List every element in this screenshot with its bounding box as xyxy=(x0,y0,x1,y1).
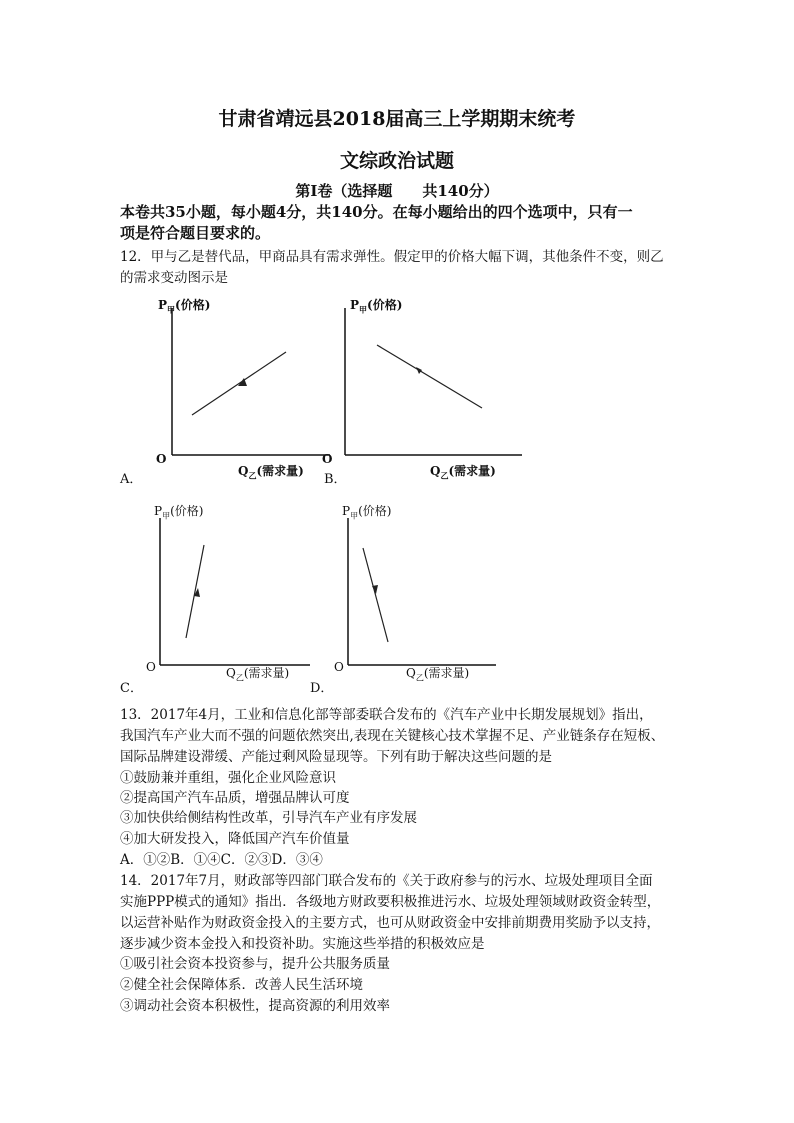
question-14-stem: 以运营补贴作为财政资金投入的主要方式，也可从财政资金中安排前期费用奖励予以支持， xyxy=(120,915,660,931)
question-13-item: ②提高国产汽车品质，增强品牌认可度 xyxy=(120,790,350,806)
graph-b-axes xyxy=(322,290,532,485)
demand-line xyxy=(377,345,482,408)
question-13-options: A．①②B．①④C．②③D．③④ xyxy=(120,852,323,868)
q-axis-label: $Q_乙$(需求量) xyxy=(406,666,470,683)
page-title: 甘肃省靖远县2018届高三上学期期末统考 xyxy=(218,108,576,130)
option-letter-c: C． xyxy=(120,681,143,696)
question-12-stem: 12．甲与乙是替代品，甲商品具有需求弹性。假定甲的价格大幅下调，其他条件不变，则乙 xyxy=(120,249,664,265)
arrow-icon xyxy=(416,367,422,374)
demand-line xyxy=(192,352,286,415)
demand-line xyxy=(363,548,388,642)
page-subtitle: 文综政治试题 xyxy=(339,150,454,172)
question-13-stem: 我国汽车产业大而不强的问题依然突出,表现在关键核心技术掌握不足、产业链条存在短板、 xyxy=(120,728,665,744)
section-heading: 第Ⅰ卷（选择题 共140分） xyxy=(295,182,499,200)
origin-label: O xyxy=(146,660,156,674)
origin-label: O xyxy=(322,452,333,466)
p-axis-label: $P_甲$(价格) xyxy=(154,504,204,521)
question-13-stem: 国际品牌建设滞缓、产能过剩风险显现等。下列有助于解决这些问题的是 xyxy=(120,749,552,765)
p-axis-label: $P_甲$(价格) xyxy=(158,298,211,315)
graph-option-c xyxy=(120,500,330,695)
q-axis-label: $Q_乙$(需求量) xyxy=(238,464,304,481)
question-14-item: ③调动社会资本积极性，提高资源的利用效率 xyxy=(120,998,390,1014)
p-axis-label: $P_甲$(价格) xyxy=(350,298,403,315)
graph-option-d xyxy=(308,500,518,695)
question-14-stem: 14．2017年7月，财政部等四部门联合发布的《关于政府参与的污水、垃圾处理项目全面 xyxy=(120,873,653,889)
question-14-item: ②健全社会保障体系．改善人民生活环境 xyxy=(120,977,363,993)
instructions-line: 本卷共35小题，每小题4分，共140分。在每小题给出的四个选项中，只有一 xyxy=(120,203,633,221)
q-axis-label: $Q_乙$(需求量) xyxy=(430,464,496,481)
question-13-item: ③加快供给侧结构性改革，引导汽车产业有序发展 xyxy=(120,810,417,826)
demand-line xyxy=(186,545,204,638)
question-14-item: ①吸引社会资本投资参与，提升公共服务质量 xyxy=(120,956,390,972)
question-13-item: ④加大研发投入，降低国产汽车价值量 xyxy=(120,831,350,847)
graph-option-a xyxy=(120,290,333,487)
graph-a-axes xyxy=(120,290,333,485)
q-axis-label: $Q_乙$(需求量) xyxy=(226,666,290,683)
option-letter-b: B． xyxy=(324,472,347,487)
question-12-stem: 的需求变动图示是 xyxy=(120,270,228,286)
question-14-stem: 实施PPP模式的通知》指出．各级地方财政要积极推进污水、垃圾处理领域财政资金转型， xyxy=(120,894,661,910)
question-13-stem: 13．2017年4月，工业和信息化部等部委联合发布的《汽车产业中长期发展规划》指出， xyxy=(120,707,653,723)
instructions-line: 项是符合题目要求的。 xyxy=(120,224,271,242)
question-13-item: ①鼓励兼并重组，强化企业风险意识 xyxy=(120,770,336,786)
option-letter-a: A． xyxy=(120,472,143,487)
origin-label: O xyxy=(156,452,167,466)
graph-option-b xyxy=(322,290,532,485)
p-axis-label: $P_甲$(价格) xyxy=(342,504,392,521)
option-letter-d: D． xyxy=(310,681,334,696)
question-14-stem: 逐步减少资本金投入和投资补助。实施这些举措的积极效应是 xyxy=(120,936,485,952)
origin-label: O xyxy=(334,660,344,674)
